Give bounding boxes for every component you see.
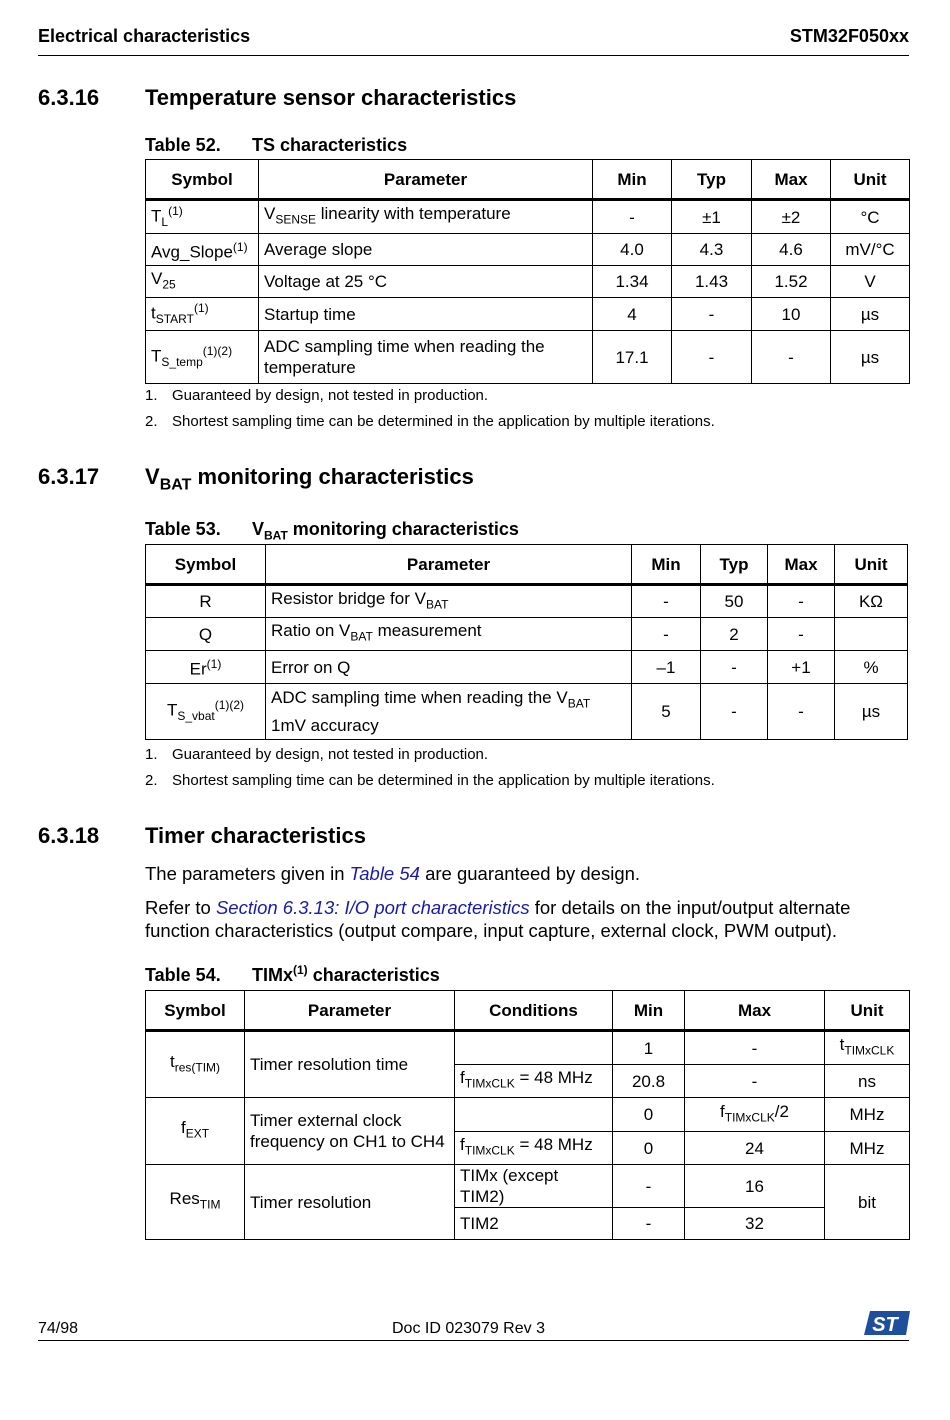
cell-max: 32 xyxy=(685,1208,825,1240)
section-number: 6.3.17 xyxy=(38,464,100,489)
cell-unit: V xyxy=(831,266,910,298)
table-row xyxy=(146,651,908,684)
cell-typ: 2 xyxy=(701,618,768,651)
col-header: Typ xyxy=(672,160,752,200)
table-header-row xyxy=(146,545,908,585)
col-header: Unit xyxy=(825,991,910,1031)
header-right: STM32F050xx xyxy=(789,26,909,46)
table-number: Table 54. xyxy=(145,965,221,985)
col-header: Typ xyxy=(701,545,768,585)
table-row xyxy=(146,1031,910,1065)
cell-max: - xyxy=(768,684,835,740)
col-header: Parameter xyxy=(259,160,593,200)
cell-typ: 50 xyxy=(701,585,768,618)
cell-typ: - xyxy=(701,651,768,684)
table-52 xyxy=(145,159,910,384)
cell-min: 20.8 xyxy=(613,1065,685,1098)
cell-symbol: $T_{S\_temp}^{(1)(2)}$ xyxy=(146,331,259,384)
table-row xyxy=(146,618,908,651)
section-title: Temperature sensor characteristics xyxy=(145,85,517,110)
section-number: 6.3.16 xyxy=(38,85,100,110)
col-header: Min xyxy=(632,545,701,585)
table-row xyxy=(146,585,908,618)
cell-conditions: $f_{TIMxCLK} = 48$ MHz xyxy=(455,1065,613,1098)
cell-max: 16 xyxy=(685,1165,825,1208)
cell-max: $f_{TIMxCLK}/2$ xyxy=(685,1098,825,1132)
st-logo-icon xyxy=(864,1309,910,1337)
cell-min: 1.34 xyxy=(593,266,672,298)
cell-parameter: Startup time xyxy=(259,298,593,331)
col-header: Parameter xyxy=(245,991,455,1031)
cell-min: 5 xyxy=(632,684,701,740)
cell-typ: - xyxy=(701,684,768,740)
paragraph-2: Refer to Section 6.3.13: I/O port characteristics for details on the input/output alternate function characteristics (output compare, input capture, external clock, PWM output). xyxy=(145,897,851,941)
cell-min: 17.1 xyxy=(593,331,672,384)
table-52-caption xyxy=(145,135,407,156)
cell-min: 4.0 xyxy=(593,234,672,266)
cell-typ: 1.43 xyxy=(672,266,752,298)
table-row xyxy=(146,1165,910,1208)
table-row xyxy=(146,266,910,298)
col-header: Symbol xyxy=(146,160,259,200)
cell-min: - xyxy=(613,1208,685,1240)
cell-symbol: Avg_Slope$^{(1)}$ xyxy=(146,234,259,266)
cell-max: 10 xyxy=(752,298,831,331)
table-53 xyxy=(145,544,908,740)
cell-unit xyxy=(835,618,908,651)
col-header: Conditions xyxy=(455,991,613,1031)
cell-typ: ±1 xyxy=(672,200,752,234)
cell-max: +1 xyxy=(768,651,835,684)
cell-conditions xyxy=(455,1098,613,1132)
cell-conditions: TIMx (except TIM2) xyxy=(455,1165,613,1208)
col-header: Min xyxy=(613,991,685,1031)
cell-min: 0 xyxy=(613,1132,685,1165)
cell-min: - xyxy=(632,618,701,651)
col-header: Max xyxy=(752,160,831,200)
cell-symbol: $T_{S\_vbat}^{(1)(2)}$ xyxy=(146,684,266,740)
cell-symbol: Q xyxy=(146,618,266,651)
cell-unit: mV/°C xyxy=(831,234,910,266)
cell-parameter: Timer resolution time xyxy=(245,1031,455,1098)
section-number: 6.3.18 xyxy=(38,823,100,848)
cell-parameter: $V_{SENSE}$ linearity with temperature xyxy=(259,200,593,234)
table-number: Table 53. xyxy=(145,519,221,539)
paragraph-1: The parameters given in Table 54 are guaranteed by design. xyxy=(145,863,641,884)
section-heading-6-3-17: 6.3.17 $V_{BAT}$ monitoring characteristics xyxy=(38,464,474,494)
table-row xyxy=(146,298,910,331)
cell-symbol: R xyxy=(146,585,266,618)
col-header: Max xyxy=(685,991,825,1031)
cell-parameter: Error on Q xyxy=(266,651,632,684)
cell-symbol: $t_{START}^{(1)}$ xyxy=(146,298,259,331)
cell-min: - xyxy=(632,585,701,618)
cell-parameter: Timer resolution xyxy=(245,1165,455,1240)
doc-id: Doc ID 023079 Rev 3 xyxy=(392,1320,545,1337)
section-heading-6-3-16 xyxy=(38,85,516,111)
table-54-link[interactable]: Table 54 xyxy=(349,863,420,884)
cell-max: 1.52 xyxy=(752,266,831,298)
section-6-3-13-link[interactable]: Section 6.3.13: I/O port characteristics xyxy=(215,897,530,918)
table-52-note-1: 1. Guaranteed by design, not tested in production. xyxy=(145,387,489,404)
cell-min: 0 xyxy=(613,1098,685,1132)
cell-unit: MHz xyxy=(825,1132,910,1165)
table-row xyxy=(146,331,910,384)
table-header-row xyxy=(146,991,910,1031)
cell-unit: µs xyxy=(831,331,910,384)
table-row xyxy=(146,234,910,266)
header-left: Electrical characteristics xyxy=(38,26,251,46)
svg-text:ST: ST xyxy=(872,1314,898,1336)
cell-conditions: $f_{TIMxCLK} = 48$ MHz xyxy=(455,1132,613,1165)
cell-parameter: ADC sampling time when reading the temperature xyxy=(259,331,593,384)
cell-unit: µs xyxy=(831,298,910,331)
cell-unit: ns xyxy=(825,1065,910,1098)
table-row xyxy=(146,1098,910,1132)
cell-parameter: Voltage at 25 °C xyxy=(259,266,593,298)
table-row xyxy=(146,200,910,234)
cell-parameter: ADC sampling time when reading the $V_{BAT}$ 1mV accuracy xyxy=(266,684,632,740)
col-header: Min xyxy=(593,160,672,200)
col-header: Max xyxy=(768,545,835,585)
cell-typ: 4.3 xyxy=(672,234,752,266)
cell-symbol: $V_{25}$ xyxy=(146,266,259,298)
table-header-row xyxy=(146,160,910,200)
table-54 xyxy=(145,990,910,1240)
cell-unit: % xyxy=(835,651,908,684)
cell-symbol: $t_{res(TIM)}$ xyxy=(146,1031,245,1098)
table-54-caption: Table 54. TIMx$^{(1)}$ characteristics xyxy=(145,963,440,985)
cell-conditions: TIM2 xyxy=(455,1208,613,1240)
col-header: Unit xyxy=(835,545,908,585)
cell-unit: KΩ xyxy=(835,585,908,618)
col-header: Symbol xyxy=(146,991,245,1031)
cell-unit: MHz xyxy=(825,1098,910,1132)
section-heading-6-3-18 xyxy=(38,823,366,849)
cell-symbol: $f_{EXT}$ xyxy=(146,1098,245,1165)
cell-conditions xyxy=(455,1031,613,1065)
header-rule xyxy=(38,55,909,56)
col-header: Unit xyxy=(831,160,910,200)
cell-parameter: Resistor bridge for $V_{BAT}$ xyxy=(266,585,632,618)
table-number: Table 52. xyxy=(145,135,221,155)
cell-parameter: Timer external clock frequency on CH1 to CH4 xyxy=(245,1098,455,1165)
table-53-note-1: 1. Guaranteed by design, not tested in production. xyxy=(145,746,489,763)
table-row xyxy=(146,684,908,740)
cell-unit: µs xyxy=(835,684,908,740)
cell-max: - xyxy=(685,1065,825,1098)
cell-min: - xyxy=(593,200,672,234)
table-title: TS characteristics xyxy=(252,135,408,155)
section-title: Timer characteristics xyxy=(145,823,366,848)
cell-typ: - xyxy=(672,331,752,384)
cell-min: 1 xyxy=(613,1031,685,1065)
footer-rule xyxy=(38,1340,909,1341)
cell-min: - xyxy=(613,1165,685,1208)
col-header: Parameter xyxy=(266,545,632,585)
cell-max: - xyxy=(752,331,831,384)
cell-min: 4 xyxy=(593,298,672,331)
cell-symbol: $T_L^{(1)}$ xyxy=(146,200,259,234)
cell-max: 4.6 xyxy=(752,234,831,266)
cell-max: - xyxy=(685,1031,825,1065)
cell-typ: - xyxy=(672,298,752,331)
cell-unit: $t_{TIMxCLK}$ xyxy=(825,1031,910,1065)
table-53-note-2: 2. Shortest sampling time can be determined in the application by multiple iterations. xyxy=(145,772,715,789)
cell-unit: °C xyxy=(831,200,910,234)
page-number: 74/98 xyxy=(38,1320,79,1337)
cell-parameter: Average slope xyxy=(259,234,593,266)
table-53-caption: Table 53. $V_{BAT}$ monitoring characteristics xyxy=(145,519,519,543)
cell-unit: bit xyxy=(825,1165,910,1240)
cell-symbol: Er$^{(1)}$ xyxy=(146,651,266,684)
cell-max: - xyxy=(768,585,835,618)
cell-max: - xyxy=(768,618,835,651)
cell-min: –1 xyxy=(632,651,701,684)
table-52-note-2: 2. Shortest sampling time can be determined in the application by multiple iterations. xyxy=(145,413,715,430)
col-header: Symbol xyxy=(146,545,266,585)
cell-max: 24 xyxy=(685,1132,825,1165)
cell-parameter: Ratio on $V_{BAT}$ measurement xyxy=(266,618,632,651)
cell-max: ±2 xyxy=(752,200,831,234)
cell-symbol: Res$_{TIM}$ xyxy=(146,1165,245,1240)
